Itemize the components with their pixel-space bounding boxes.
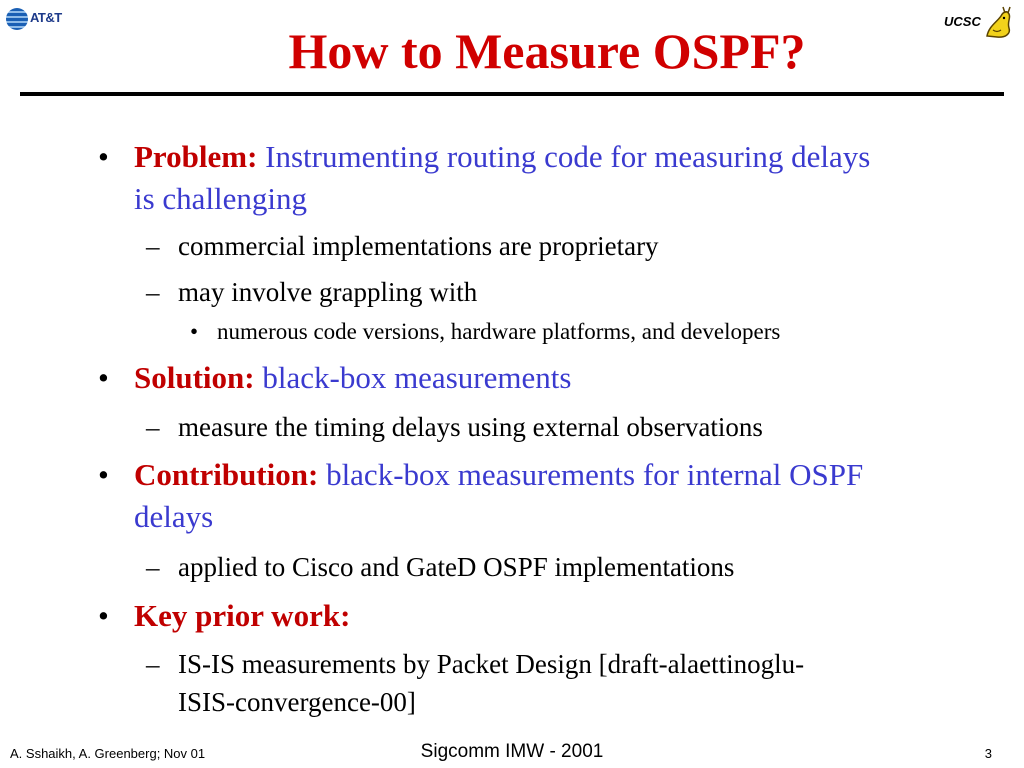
sub-bullet-text: measure the timing delays using external observations <box>178 412 763 442</box>
bullet-text: Instrumenting routing code for measuring delays is challenging <box>134 139 871 216</box>
sub-bullet-text: commercial implementations are proprietary <box>178 231 659 261</box>
footer-authors: A. Sshaikh, A. Greenberg; Nov 01 <box>10 746 206 761</box>
bullet-dot: • <box>98 139 109 174</box>
bullet-label: Problem: <box>134 139 258 174</box>
bullet-dot: • <box>98 457 109 492</box>
title-divider <box>20 92 1004 96</box>
bullet-label: Contribution: <box>134 457 319 492</box>
bullet-text: black-box measurements for internal OSPF delays <box>134 457 864 534</box>
slide-title: How to Measure OSPF? <box>288 23 806 79</box>
att-logo-text: AT&T <box>30 10 62 25</box>
bullet-dot: • <box>98 598 109 633</box>
sub-sub-bullet-text: numerous code versions, hardware platforms, and developers <box>217 319 781 344</box>
bullet-label: Key prior work: <box>134 598 351 633</box>
footer-venue: Sigcomm IMW - 2001 <box>420 741 604 762</box>
page-number: 3 <box>984 746 992 761</box>
sub-bullet-text: applied to Cisco and GateD OSPF implementations <box>178 552 735 582</box>
sub-bullet-text: IS-IS measurements by Packet Design [draft-alaettinoglu-ISIS-convergence-00] <box>178 649 805 717</box>
bullet-label: Solution: <box>134 360 255 395</box>
bullet-dot: • <box>98 360 109 395</box>
ucsc-logo-text: UCSC <box>944 14 981 29</box>
sub-bullet-text: may involve grappling with <box>178 277 478 307</box>
bullet-text: black-box measurements <box>262 360 572 395</box>
